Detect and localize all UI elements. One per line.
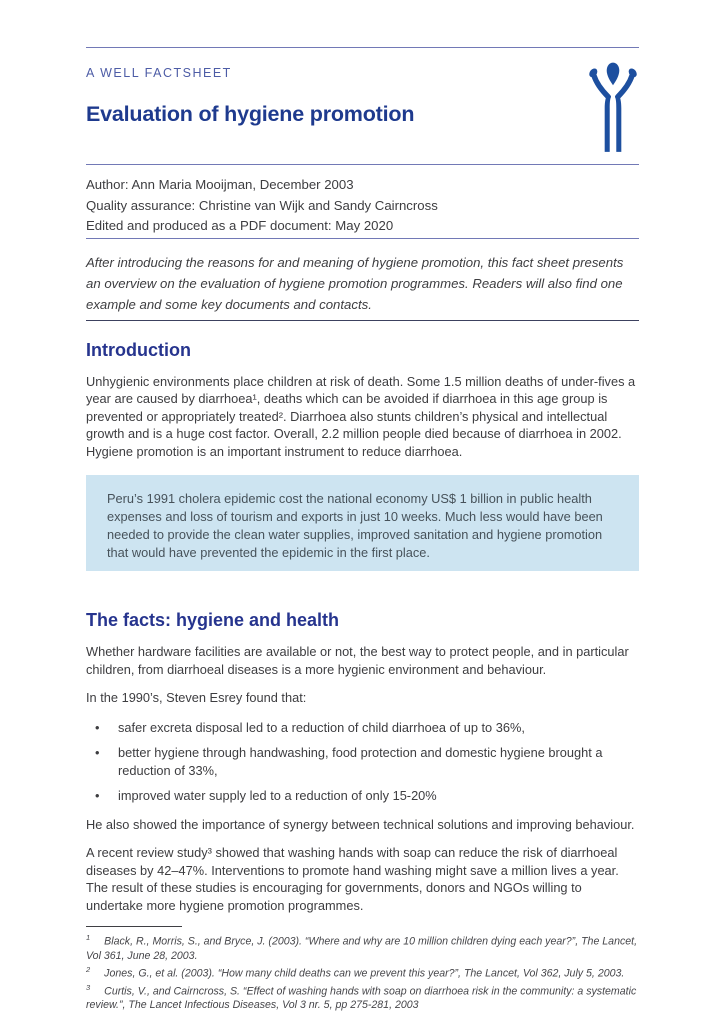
esrey-lead-paragraph: In the 1990’s, Steven Esrey found that: <box>86 690 307 705</box>
list-item: • improved water supply led to a reduction of only 15-20% <box>86 787 639 805</box>
meta-rule <box>86 238 639 239</box>
footnote <box>86 963 639 981</box>
footnote-separator <box>86 926 182 927</box>
footnote-marker: 3 <box>86 982 91 992</box>
document-meta <box>86 175 639 237</box>
footnote-text: Black, R., Morris, S., and Bryce, J. (2003). “Where and why are 10 million children dying each year?”, The Lancet, Vol 361, June 28, 2003. <box>86 935 638 962</box>
abstract-rule <box>86 320 639 321</box>
footnote-text: Jones, G., et al. (2003). “How many child deaths can we prevent this year?”, The Lancet, Vol 362, July 5, 2003. <box>104 967 625 980</box>
footnote-text: Curtis, V., and Cairncross, S. “Effect of washing hands with soap on diarrhoea risk in the community: a systematic review.”, The Lancet Infectious Diseases, Vol 3 nr. 5, pp 275-281, 2003 <box>86 985 637 1012</box>
facts-intro-paragraph: Whether hardware facilities are available or not, the best way to protect people, and in particular children, from diarrhoeal diseases is a more hygienic environment and behaviour. <box>86 644 629 677</box>
footnotes <box>86 931 639 1013</box>
footnote-marker: 1 <box>86 933 91 942</box>
abstract: After introducing the reasons for and meaning of hygiene promotion, this fact sheet presents an overview on the evaluation of hygiene promotion programmes. Readers will also find one example and some key documents and contacts. <box>86 254 624 312</box>
list-item: • better hygiene through handwashing, food protection and domestic hygiene brought a reduction of 33%, <box>86 744 639 779</box>
introduction-paragraph: Unhygienic environments place children at risk of death. Some 1.5 million deaths of under-fives a year are caused by diarrhoea¹, deaths which can be avoided if diarrhoea in this age group is prevented or appropriately treated². Diarrhoea also stunts children’s physical and intellectual growth and is a huge cost factor. Overall, 2.2 million people died because of diarrhoea in 2002. Hygiene promotion is an important instrument to reduce diarrhoea. <box>86 373 636 459</box>
introduction-heading: Introduction <box>86 339 191 360</box>
footnote-marker: 2 <box>86 964 91 974</box>
page-content <box>86 0 639 1013</box>
author-line: Author: Ann Maria Mooijman, December 2003 <box>86 177 354 192</box>
review-study-paragraph: A recent review study³ showed that washing hands with soap can reduce the risk of diarrhoeal diseases by 42–47%. Interventions to promote hand washing might save a million lives a year. The result of these studies is encouraging for governments, donors and NGOs willing to undertake more hygiene promotion programmes. <box>86 845 619 913</box>
header-top-rule <box>86 47 639 48</box>
quality-assurance-line: Quality assurance: Christine van Wijk and Sandy Cairncross <box>86 197 438 213</box>
peru-callout-box <box>86 475 639 571</box>
edited-line: Edited and produced as a PDF document: May 2020 <box>86 218 394 233</box>
facts-heading: The facts: hygiene and health <box>86 610 340 630</box>
esrey-findings-list <box>86 719 639 805</box>
kicker: A WELL FACTSHEET <box>86 66 232 80</box>
page-title: Evaluation of hygiene promotion <box>86 102 415 126</box>
peru-callout-text: Peru’s 1991 cholera epidemic cost the national economy US$ 1 billion in public health expenses and loss of tourism and exports in just 10 weeks. Much less would have been needed to provide the clean water supplies, improved sanitation and hygiene promotion that would have prevented the epidemic in the first place. <box>107 491 603 560</box>
synergy-paragraph: He also showed the importance of synergy between technical solutions and improving behaviour. <box>86 816 635 832</box>
footnote <box>86 981 639 1013</box>
list-item: • safer excreta disposal led to a reduction of child diarrhoea of up to 36%, <box>86 719 639 737</box>
header-bottom-rule <box>86 164 639 165</box>
footnote <box>86 931 639 963</box>
